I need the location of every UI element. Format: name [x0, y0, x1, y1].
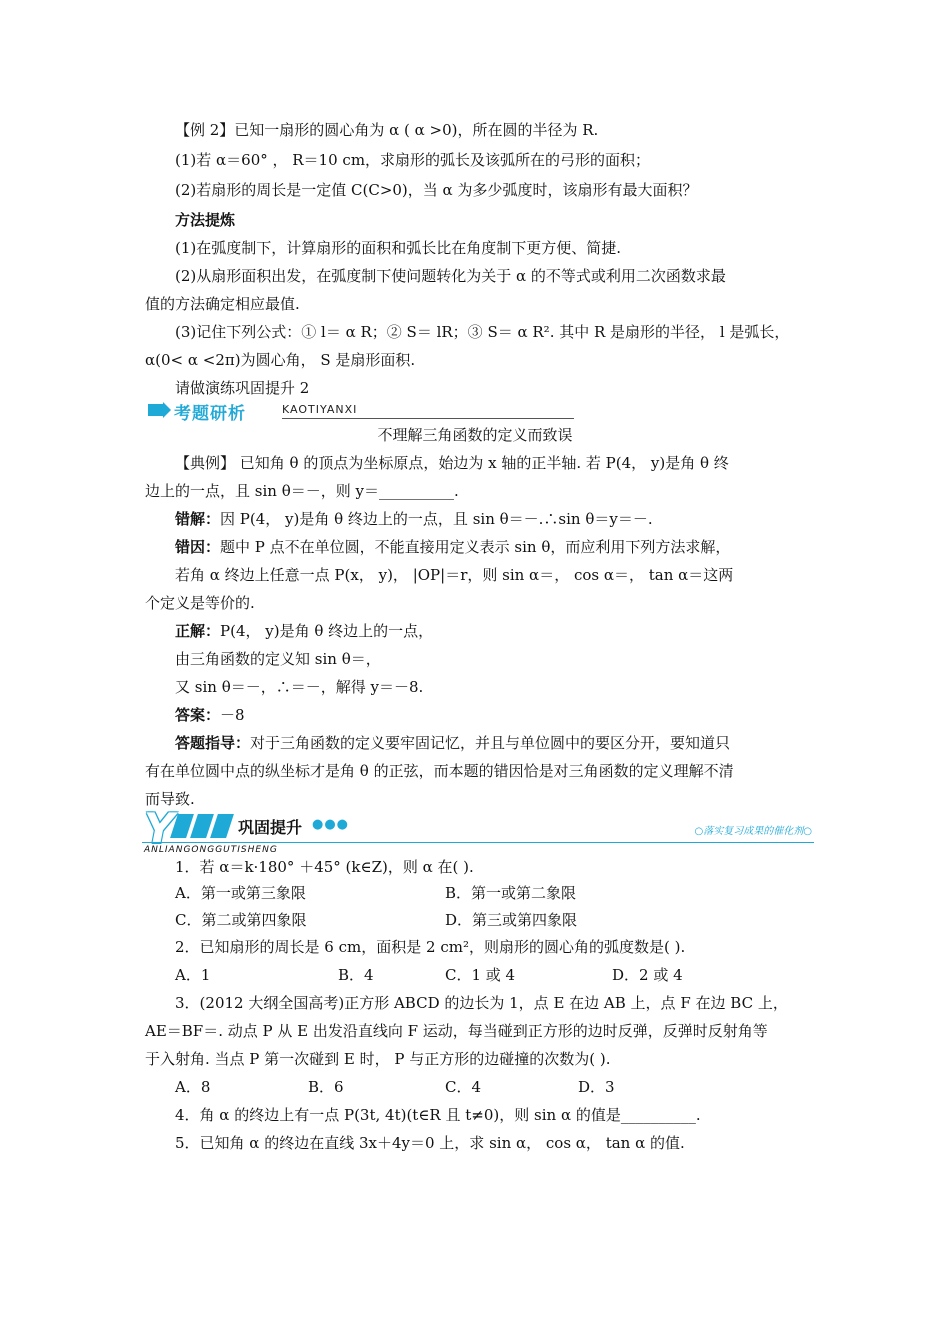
- stripes-icon: [170, 814, 232, 838]
- method-point-3-cont: α(0< α <2π)为圆心角， S 是扇形面积.: [145, 351, 416, 369]
- method-point-3: (3)记住下列公式：① l＝ α R；② S＝ lR；③ S＝ α R². 其中 R 是扇形的半径， l 是弧长，: [175, 323, 790, 341]
- banner-title: 巩固提升: [238, 818, 303, 837]
- exercise-2: 2．已知扇形的周长是 6 cm，面积是 2 cm²，则扇形的圆心角的弧度数是( ).: [175, 938, 686, 956]
- method-point-1: (1)在弧度制下，计算扇形的面积和弧长比在角度制下更方便、简捷.: [175, 239, 622, 257]
- guide-line-2: 有在单位圆中点的纵坐标才是角 θ 的正弦，而本题的错因恰是对三角函数的定义理解不清: [145, 762, 734, 780]
- exercise-2-option-b: B．4: [338, 966, 374, 984]
- exercise-1-option-b: B．第一或第二象限: [445, 884, 577, 902]
- exercise-3-option-c: C．4: [445, 1078, 482, 1096]
- exercise-1-option-d: D．第三或第四象限: [445, 911, 578, 929]
- banner-rule: [142, 842, 814, 843]
- section-banner-kaoti: [148, 400, 433, 422]
- typical-example: 【典例】 已知角 θ 的顶点为坐标原点，始边为 x 轴的正半轴. 若 P(4， y)是角 θ 终: [175, 454, 729, 472]
- error-cause-line-2: 若角 α 终边上任意一点 P(x， y)， |OP|＝r，则 sin α＝， cos α＝， tan α＝这两: [175, 566, 734, 584]
- guide-text: 对于三角函数的定义要牢固记忆，并且与单位圆中的要区分开，要知道只: [250, 734, 731, 752]
- correct-solution-line-3: 又 sin θ＝－，∴＝－，解得 y＝－8.: [175, 678, 424, 696]
- example2-title: 【例 2】已知一扇形的圆心角为 α ( α >0)，所在圆的半径为 R.: [175, 121, 599, 139]
- practice-note: 请做演练巩固提升 2: [175, 379, 310, 397]
- exercise-3-option-b: B．6: [308, 1078, 344, 1096]
- guide-line-3: 而导致.: [145, 790, 195, 808]
- wrong-text: 因 P(4， y)是角 θ 终边上的一点，且 sin θ＝－.∴sin θ＝y＝－.: [220, 510, 653, 528]
- correct-solution: [175, 621, 433, 641]
- dots-icon: ●●●: [312, 817, 350, 832]
- exercise-3-line-3: 于入射角. 当点 P 第一次碰到 E 时， P 与正方形的边碰撞的次数为( ).: [145, 1050, 611, 1068]
- section-banner-gonggu: [142, 804, 814, 860]
- exercise-3-option-d: D．3: [578, 1078, 615, 1096]
- exercise-1-option-c: C．第二或第四象限: [175, 911, 307, 929]
- example2-question-2: (2)若扇形的周长是一定值 C(C>0)，当 α 为多少弧度时，该扇形有最大面积？: [175, 181, 698, 199]
- banner-subtitle: ANLIANGONGGUTISHENG: [144, 845, 278, 855]
- exercise-1-option-a: A．第一或第三象限: [175, 884, 306, 902]
- method-point-2: (2)从扇形面积出发，在弧度制下使问题转化为关于 α 的不等式或利用二次函数求最: [175, 267, 726, 285]
- correct-label: 正解：: [175, 622, 221, 640]
- method-point-2-cont: 值的方法确定相应最值.: [145, 295, 300, 313]
- answer-label: 答案：: [175, 706, 221, 724]
- banner-slogan: ○落实复习成果的催化剂○: [694, 826, 812, 837]
- exercise-3-option-a: A．8: [175, 1078, 211, 1096]
- error-cause-line-3: 个定义是等价的.: [145, 594, 255, 612]
- exercise-4: 4．角 α 的终边上有一点 P(3t, 4t)(t∈R 且 t≠0)，则 sin α 的值是__________.: [175, 1106, 701, 1124]
- arrow-icon: [148, 404, 164, 416]
- cause-text: 题中 P 点不在单位圆，不能直接用定义表示 sin θ，而应利用下列方法求解，: [220, 538, 731, 556]
- answer-text: －8: [220, 706, 245, 724]
- error-cause: [175, 537, 730, 557]
- banner-title: 考题研析: [174, 404, 246, 424]
- example2-question-1: (1)若 α＝60° ， R＝10 cm，求扇形的弧长及该弧所在的弓形的面积；: [175, 151, 651, 169]
- cause-label: 错因：: [175, 538, 221, 556]
- exercise-1: 1．若 α＝k·180° ＋45° (k∈Z)，则 α 在( ).: [175, 858, 474, 876]
- banner-rule: [282, 418, 574, 419]
- exercise-3: 3．(2012 大纲全国高考)正方形 ABCD 的边长为 1，点 E 在边 AB 上，点 F 在边 BC 上，: [175, 994, 788, 1012]
- typical-heading: 不理解三角函数的定义而致误: [377, 426, 573, 444]
- answer: [175, 705, 245, 725]
- banner-subtitle: KAOTIYANXI: [282, 403, 358, 416]
- letter-y-logo: Y: [144, 804, 175, 853]
- wrong-solution: [175, 509, 653, 529]
- guide-label: 答题指导：: [175, 734, 251, 752]
- guide: [175, 733, 730, 753]
- exercise-2-option-c: C．1 或 4: [445, 966, 516, 984]
- correct-solution-line-2: 由三角函数的定义知 sin θ＝，: [175, 650, 381, 668]
- method-heading: 方法提炼: [175, 211, 236, 229]
- exercise-2-option-d: D．2 或 4: [612, 966, 683, 984]
- exercise-2-option-a: A．1: [175, 966, 211, 984]
- correct-text: P(4， y)是角 θ 终边上的一点，: [220, 622, 434, 640]
- wrong-label: 错解：: [175, 510, 221, 528]
- typical-example-cont: 边上的一点，且 sin θ＝－，则 y＝__________.: [145, 482, 459, 500]
- exercise-3-line-2: AE＝BF＝. 动点 P 从 E 出发沿直线向 F 运动，每当碰到正方形的边时反弹，反弹时反射角等: [145, 1022, 768, 1040]
- exercise-5: 5．已知角 α 的终边在直线 3x＋4y＝0 上，求 sin α， cos α， tan α 的值.: [175, 1134, 685, 1152]
